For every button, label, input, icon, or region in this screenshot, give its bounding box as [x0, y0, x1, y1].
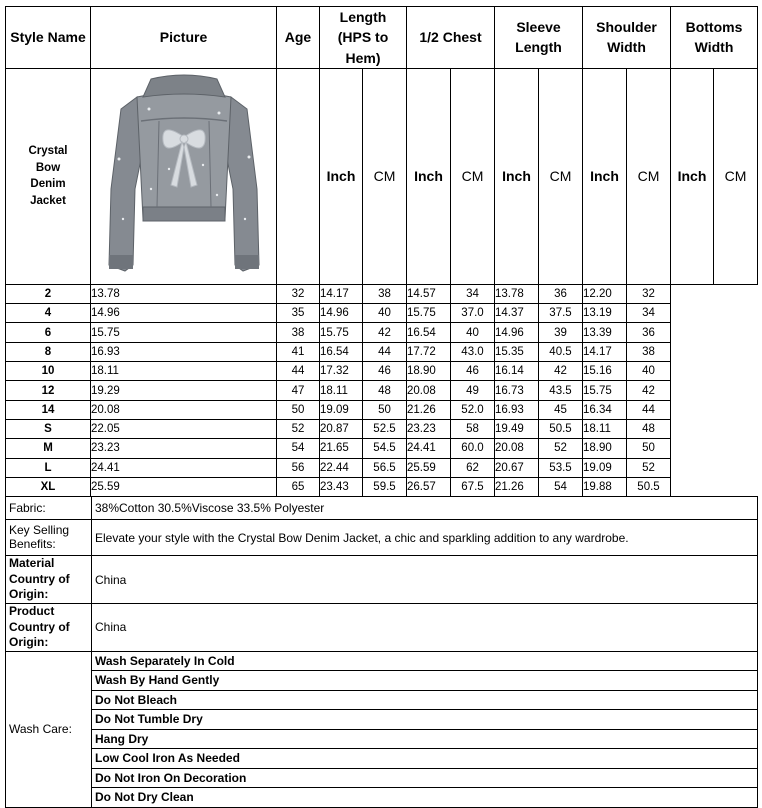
sleeve-cm-value: 46 [451, 362, 495, 381]
unit-cm: CM [714, 68, 758, 284]
bottoms-inch-value: 19.09 [583, 458, 627, 477]
bottoms-inch-value: 19.88 [583, 477, 627, 496]
product-origin-row [6, 603, 758, 651]
length-inch-value: 13.78 [91, 284, 277, 303]
wash-care-row [6, 651, 758, 671]
bottoms-cm-value: 50 [627, 439, 671, 458]
fabric-value: 38%Cotton 30.5%Viscose 33.5% Polyester [92, 497, 758, 520]
shoulder-inch-value: 20.08 [495, 439, 539, 458]
fabric-label: Fabric: [6, 497, 92, 520]
bottoms-inch-value: 13.39 [583, 323, 627, 342]
length-inch-value: 14.96 [91, 304, 277, 323]
length-inch-value: 25.59 [91, 477, 277, 496]
shoulder-inch-value: 13.78 [495, 284, 539, 303]
header-half-chest: 1/2 Chest [407, 7, 495, 69]
chest-cm-value: 38 [363, 284, 407, 303]
sleeve-inch-value: 16.54 [407, 323, 451, 342]
material-origin-value: China [92, 556, 758, 604]
size-age: 14 [6, 400, 91, 419]
key-selling-value: Elevate your style with the Crystal Bow Denim Jacket, a chic and sparkling addition to any wardrobe. [92, 520, 758, 556]
product-origin-value: China [92, 603, 758, 651]
wash-care-row [6, 788, 758, 808]
header-sleeve-text: Sleeve Length [515, 19, 562, 56]
wash-care-row [6, 710, 758, 730]
wash-care-label: Wash Care: [6, 651, 92, 807]
unit-cm: CM [627, 68, 671, 284]
length-cm-value: 54 [277, 439, 320, 458]
table-row [6, 477, 758, 496]
sleeve-inch-value: 18.90 [407, 362, 451, 381]
wash-care-row [6, 729, 758, 749]
shoulder-cm-value: 36 [539, 284, 583, 303]
sleeve-cm-value: 52.0 [451, 400, 495, 419]
wash-care-item: Do Not Tumble Dry [92, 710, 758, 730]
length-cm-value: 47 [277, 381, 320, 400]
length-cm-value: 56 [277, 458, 320, 477]
wash-care-item: Hang Dry [92, 729, 758, 749]
length-cm-value: 65 [277, 477, 320, 496]
header-age: Age [277, 7, 320, 69]
length-inch-value: 24.41 [91, 458, 277, 477]
unit-inch: Inch [495, 68, 539, 284]
sleeve-cm-value: 62 [451, 458, 495, 477]
length-cm-value: 52 [277, 419, 320, 438]
chest-cm-value: 59.5 [363, 477, 407, 496]
sleeve-inch-value: 15.75 [407, 304, 451, 323]
chest-inch-value: 21.65 [320, 439, 363, 458]
unit-inch: Inch [407, 68, 451, 284]
length-inch-value: 22.05 [91, 419, 277, 438]
sleeve-inch-value: 20.08 [407, 381, 451, 400]
sleeve-inch-value: 21.26 [407, 400, 451, 419]
header-style-name: Style Name [6, 7, 91, 69]
table-row [6, 419, 758, 438]
chest-cm-value: 56.5 [363, 458, 407, 477]
size-age: 10 [6, 362, 91, 381]
chest-inch-value: 22.44 [320, 458, 363, 477]
shoulder-cm-value: 52 [539, 439, 583, 458]
bottoms-inch-value: 12.20 [583, 284, 627, 303]
style-name: Crystal Bow Denim Jacket [28, 145, 68, 208]
table-row [6, 458, 758, 477]
sleeve-inch-value: 17.72 [407, 342, 451, 361]
size-rows [6, 284, 758, 496]
wash-care-item: Low Cool Iron As Needed [92, 749, 758, 769]
unit-inch: Inch [320, 68, 363, 284]
unit-inch: Inch [583, 68, 627, 284]
bottoms-cm-value: 44 [627, 400, 671, 419]
shoulder-cm-value: 40.5 [539, 342, 583, 361]
wash-care-row [6, 690, 758, 710]
header-picture: Picture [91, 7, 277, 69]
bottoms-cm-value: 52 [627, 458, 671, 477]
unit-cm: CM [451, 68, 495, 284]
wash-care-rows [6, 651, 758, 807]
material-origin-label: Material Country of Origin: [6, 556, 92, 604]
chest-inch-value: 15.75 [320, 323, 363, 342]
header-shoulder-text: Shoulder Width [596, 19, 657, 56]
sleeve-inch-value: 24.41 [407, 439, 451, 458]
shoulder-inch-value: 14.37 [495, 304, 539, 323]
sleeve-inch-value: 26.57 [407, 477, 451, 496]
table-row [6, 439, 758, 458]
bottoms-inch-value: 13.19 [583, 304, 627, 323]
chest-inch-value: 20.87 [320, 419, 363, 438]
bottoms-cm-value: 42 [627, 381, 671, 400]
shoulder-inch-value: 14.96 [495, 323, 539, 342]
unit-cm: CM [363, 68, 407, 284]
header-bottoms [671, 7, 758, 69]
sleeve-cm-value: 34 [451, 284, 495, 303]
bottoms-cm-value: 34 [627, 304, 671, 323]
chest-cm-value: 44 [363, 342, 407, 361]
style-name-cell [6, 68, 91, 284]
chest-cm-value: 46 [363, 362, 407, 381]
shoulder-inch-value: 19.49 [495, 419, 539, 438]
chest-inch-value: 14.17 [320, 284, 363, 303]
table-row [6, 400, 758, 419]
bottoms-inch-value: 18.11 [583, 419, 627, 438]
sleeve-inch-value: 25.59 [407, 458, 451, 477]
shoulder-cm-value: 53.5 [539, 458, 583, 477]
chest-cm-value: 42 [363, 323, 407, 342]
wash-care-item: Do Not Dry Clean [92, 788, 758, 808]
size-age: 4 [6, 304, 91, 323]
shoulder-inch-value: 21.26 [495, 477, 539, 496]
header-shoulder [583, 7, 671, 69]
size-age: 6 [6, 323, 91, 342]
sleeve-cm-value: 43.0 [451, 342, 495, 361]
sleeve-cm-value: 67.5 [451, 477, 495, 496]
length-inch-value: 19.29 [91, 381, 277, 400]
bottoms-inch-value: 15.75 [583, 381, 627, 400]
wash-care-row [6, 671, 758, 691]
fabric-row [6, 497, 758, 520]
shoulder-cm-value: 50.5 [539, 419, 583, 438]
length-cm-value: 32 [277, 284, 320, 303]
shoulder-inch-value: 15.35 [495, 342, 539, 361]
product-info-table [5, 496, 758, 808]
chest-inch-value: 14.96 [320, 304, 363, 323]
length-inch-value: 18.11 [91, 362, 277, 381]
chest-inch-value: 17.32 [320, 362, 363, 381]
chest-inch-value: 23.43 [320, 477, 363, 496]
chest-inch-value: 19.09 [320, 400, 363, 419]
chest-cm-value: 48 [363, 381, 407, 400]
shoulder-cm-value: 37.5 [539, 304, 583, 323]
table-row [6, 342, 758, 361]
shoulder-cm-value: 54 [539, 477, 583, 496]
sleeve-cm-value: 37.0 [451, 304, 495, 323]
bottoms-cm-value: 32 [627, 284, 671, 303]
bottoms-inch-value: 15.16 [583, 362, 627, 381]
size-age: 2 [6, 284, 91, 303]
product-origin-label: Product Country of Origin: [6, 603, 92, 651]
size-spec-sheet [5, 6, 757, 808]
size-age: 12 [6, 381, 91, 400]
key-selling-row [6, 520, 758, 556]
chest-cm-value: 40 [363, 304, 407, 323]
wash-care-item: Wash By Hand Gently [92, 671, 758, 691]
length-inch-value: 23.23 [91, 439, 277, 458]
bottoms-cm-value: 40 [627, 362, 671, 381]
bottoms-inch-value: 16.34 [583, 400, 627, 419]
table-row [6, 362, 758, 381]
header-bottoms-text: Bottoms Width [685, 19, 743, 56]
chest-inch-value: 18.11 [320, 381, 363, 400]
shoulder-cm-value: 45 [539, 400, 583, 419]
header-length [320, 7, 407, 69]
sleeve-cm-value: 60.0 [451, 439, 495, 458]
chest-inch-value: 16.54 [320, 342, 363, 361]
length-cm-value: 35 [277, 304, 320, 323]
shoulder-inch-value: 16.14 [495, 362, 539, 381]
bottoms-inch-value: 14.17 [583, 342, 627, 361]
shoulder-cm-value: 43.5 [539, 381, 583, 400]
bottoms-cm-value: 50.5 [627, 477, 671, 496]
bottoms-cm-value: 38 [627, 342, 671, 361]
header-row [6, 7, 758, 69]
size-chart-table [5, 6, 758, 497]
shoulder-cm-value: 42 [539, 362, 583, 381]
wash-care-row [6, 768, 758, 788]
sleeve-inch-value: 14.57 [407, 284, 451, 303]
size-age: 8 [6, 342, 91, 361]
size-age: S [6, 419, 91, 438]
wash-care-item: Do Not Iron On Decoration [92, 768, 758, 788]
shoulder-cm-value: 39 [539, 323, 583, 342]
picture-cell [91, 68, 277, 284]
denim-jacket-back-illustration-icon [99, 69, 269, 281]
material-origin-row [6, 556, 758, 604]
unit-age-blank [277, 68, 320, 284]
unit-inch: Inch [671, 68, 714, 284]
wash-care-row [6, 749, 758, 769]
bottoms-cm-value: 48 [627, 419, 671, 438]
unit-row [6, 68, 758, 284]
unit-cm: CM [539, 68, 583, 284]
shoulder-inch-value: 16.93 [495, 400, 539, 419]
wash-care-item: Wash Separately In Cold [92, 651, 758, 671]
shoulder-inch-value: 16.73 [495, 381, 539, 400]
sleeve-cm-value: 49 [451, 381, 495, 400]
table-row [6, 284, 758, 303]
length-cm-value: 44 [277, 362, 320, 381]
wash-care-item: Do Not Bleach [92, 690, 758, 710]
chest-cm-value: 54.5 [363, 439, 407, 458]
sleeve-cm-value: 40 [451, 323, 495, 342]
length-cm-value: 38 [277, 323, 320, 342]
table-row [6, 304, 758, 323]
chest-cm-value: 52.5 [363, 419, 407, 438]
length-inch-value: 15.75 [91, 323, 277, 342]
length-cm-value: 41 [277, 342, 320, 361]
header-length-main: Length (HPS to Hem) [337, 9, 389, 66]
size-age: XL [6, 477, 91, 496]
shoulder-inch-value: 20.67 [495, 458, 539, 477]
length-inch-value: 20.08 [91, 400, 277, 419]
sleeve-cm-value: 58 [451, 419, 495, 438]
size-age: M [6, 439, 91, 458]
key-selling-label: Key Selling Benefits: [6, 520, 92, 556]
header-sleeve [495, 7, 583, 69]
table-row [6, 323, 758, 342]
sleeve-inch-value: 23.23 [407, 419, 451, 438]
chest-cm-value: 50 [363, 400, 407, 419]
length-inch-value: 16.93 [91, 342, 277, 361]
bottoms-cm-value: 36 [627, 323, 671, 342]
size-age: L [6, 458, 91, 477]
bottoms-inch-value: 18.90 [583, 439, 627, 458]
table-row [6, 381, 758, 400]
length-cm-value: 50 [277, 400, 320, 419]
